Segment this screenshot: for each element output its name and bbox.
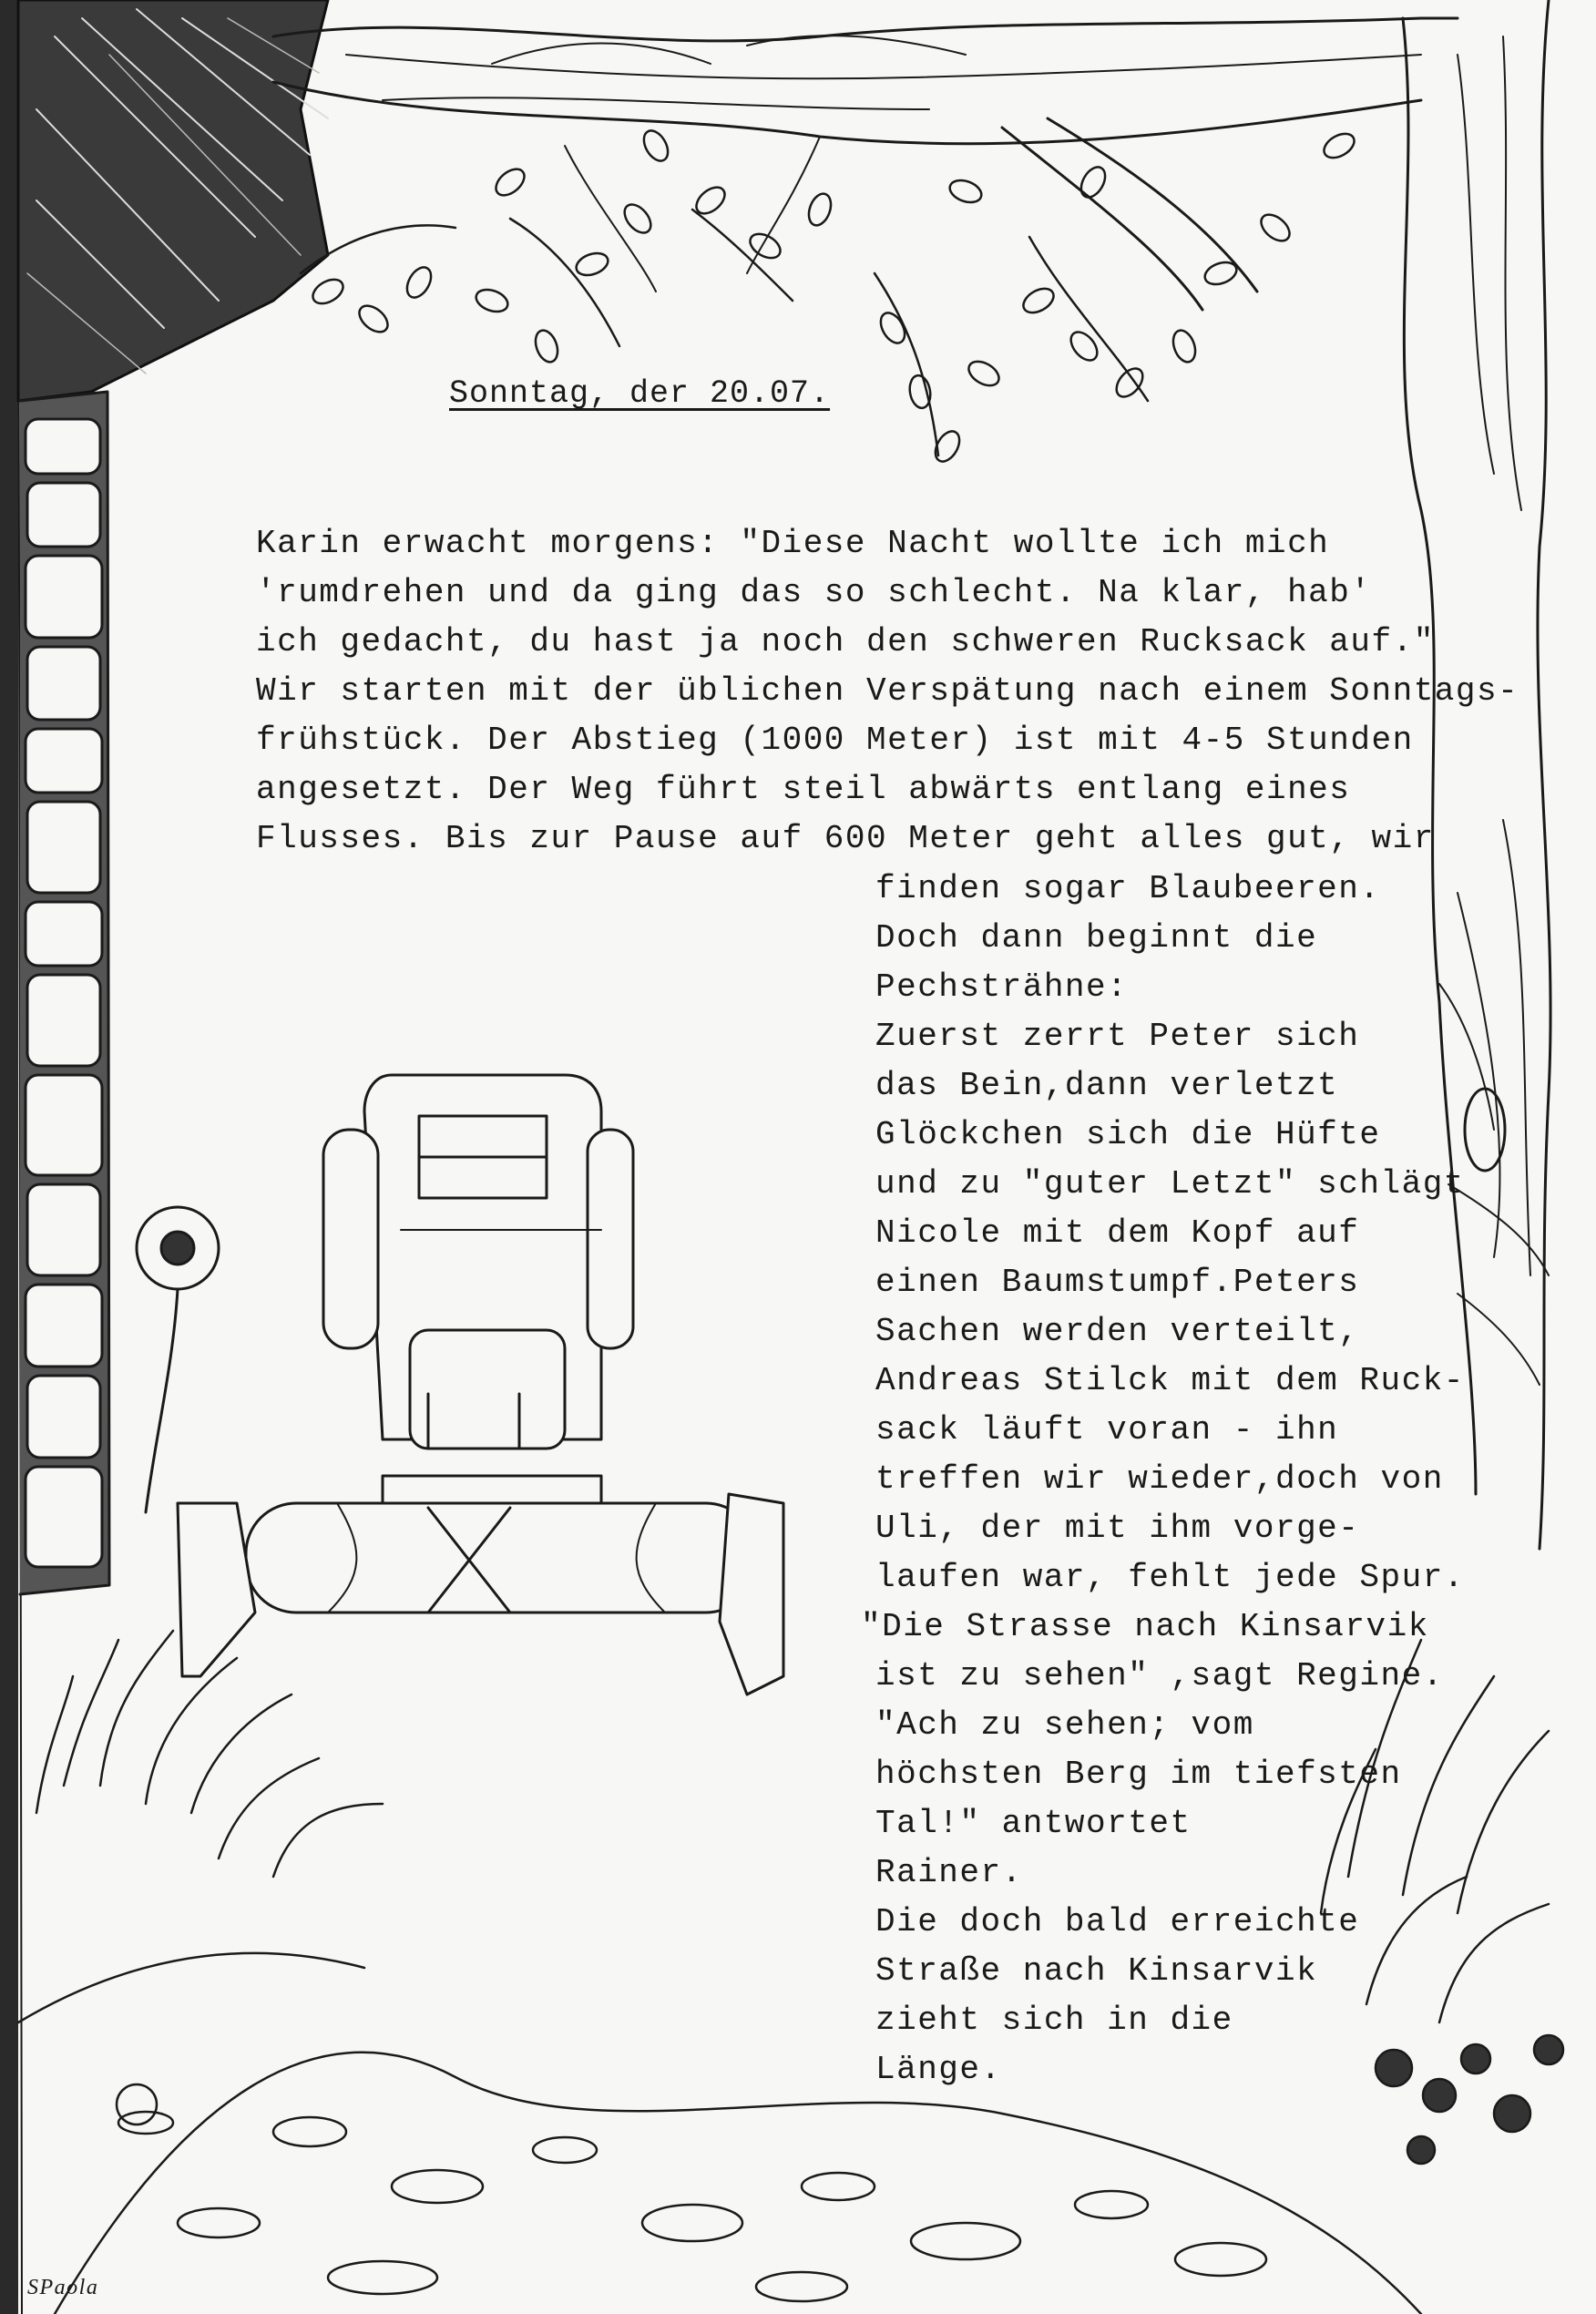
text-line: sack läuft voran - ihn [875,1411,1339,1449]
text-line: Straße nach Kinsarvik [875,1952,1318,1990]
text-line: Flusses. Bis zur Pause auf 600 Meter geht alles gut, wir [256,820,1435,857]
text-line: Pechsträhne: [875,968,1129,1006]
sunflower [137,1207,219,1512]
text-line: Länge. [875,2051,1002,2088]
text-line: finden sogar Blaubeeren. [875,870,1381,907]
text-line: "Ach zu sehen; vom [875,1706,1254,1744]
text-line: 'rumdrehen und da ging das so schlecht. Na klar, hab' [256,574,1372,611]
thatch-top-left [18,0,328,401]
text-line: treffen wir wieder,doch von [875,1460,1444,1498]
text-line: höchsten Berg im tiefsten [875,1756,1402,1793]
text-line: ist zu sehen" ,sagt Regine. [875,1657,1444,1695]
text-line: Tal!" antwortet [875,1805,1192,1842]
tree-branch [273,18,1458,310]
diary-date-heading: Sonntag, der 20.07. [449,375,831,412]
text-line: "Die Strasse nach Kinsarvik [861,1608,1429,1645]
text-line: Zuerst zerrt Peter sich [875,1018,1360,1055]
text-line: Karin erwacht morgens: "Diese Nacht wollte ich mich [256,525,1330,562]
stone-wall [20,392,109,1594]
artist-signature: SPaola [27,2276,99,2299]
hanging-leaves [301,127,1358,466]
text-line: Andreas Stilck mit dem Ruck- [875,1362,1465,1399]
text-line: zieht sich in die [875,2002,1233,2039]
text-line: und zu "guter Letzt" schlägt [875,1165,1465,1203]
text-line: laufen war, fehlt jede Spur. [875,1559,1465,1596]
tree-trunk [1403,0,1550,1549]
rucksack-drawing [178,1075,783,1695]
text-line: Die doch bald erreichte [875,1903,1360,1940]
text-line: Sachen werden verteilt, [875,1313,1360,1350]
text-line: Uli, der mit ihm vorge- [875,1510,1360,1547]
text-line: Nicole mit dem Kopf auf [875,1214,1360,1252]
text-line: ich gedacht, du hast ja noch den schweren Rucksack auf." [256,623,1435,660]
text-line: einen Baumstumpf.Peters [875,1264,1360,1301]
text-line: Glöckchen sich die Hüfte [875,1116,1381,1153]
text-line: frühstück. Der Abstieg (1000 Meter) ist mit 4-5 Stunden [256,722,1414,759]
text-line: Wir starten mit der üblichen Verspätung nach einem Sonntags- [256,672,1519,710]
text-line: Doch dann beginnt die [875,919,1318,957]
text-line: das Bein,dann verletzt [875,1067,1339,1104]
text-line: angesetzt. Der Weg führt steil abwärts entlang eines [256,771,1351,808]
text-line: Rainer. [875,1854,1023,1891]
grass-bushes [36,1631,1563,2164]
